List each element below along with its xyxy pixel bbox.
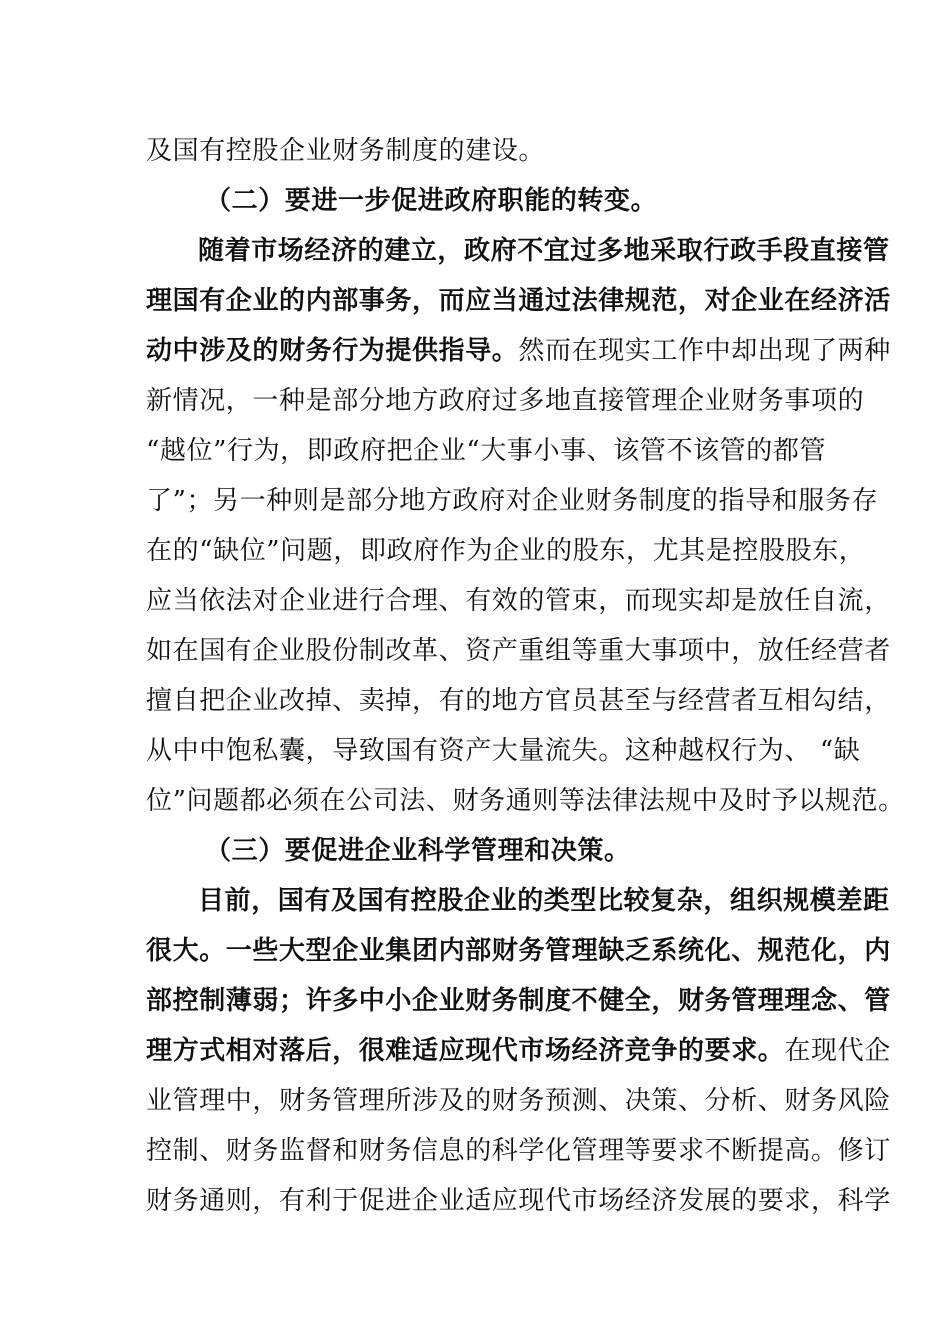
heading-text: （三）要促进企业科学管理和决策。 (205, 836, 631, 866)
text-line-18 (146, 981, 891, 1021)
text-line-21 (146, 1131, 891, 1171)
text-line-17 (146, 931, 891, 971)
text-line-20 (146, 1081, 891, 1121)
line-text-bold: 动中涉及的财务行为提供指导。 (146, 336, 519, 366)
line-text: 随着市场经济的建立，政府不宜过多地采取行政手段直接管 (198, 236, 890, 266)
text-line-1 (146, 131, 545, 171)
line-text: 控制、财务监督和财务信息的科学化管理等要求不断提高。修订 (146, 1136, 891, 1166)
text-line-10 (146, 581, 891, 621)
text-line-16 (198, 881, 890, 921)
line-text: 应当依法对企业进行合理、有效的管束，而现实却是放任自流， (146, 586, 891, 616)
text-line-8 (146, 481, 878, 521)
line-text: 在的“缺位”问题，即政府作为企业的股东，尤其是控股股东， (146, 536, 866, 566)
line-text: 位”问题都必须在公司法、财务通则等法律法规中及时予以规范。 (146, 786, 905, 816)
line-text: 在现代企 (784, 1036, 891, 1066)
text-line-12 (146, 681, 891, 721)
text-line-7 (146, 431, 826, 471)
heading-text: （二）要进一步促进政府职能的转变。 (205, 186, 658, 216)
text-line-5 (146, 331, 891, 371)
text-line-3 (198, 231, 890, 271)
text-line-9 (146, 531, 865, 571)
line-text: 部控制薄弱；许多中小企业财务制度不健全，财务管理理念、管 (146, 986, 891, 1016)
text-line-13 (146, 731, 860, 771)
line-text: 业管理中，财务管理所涉及的财务预测、决策、分析、财务风险 (146, 1086, 891, 1116)
line-text: 从中中饱私囊，导致国有资产大量流失。这种越权行为、 “缺 (146, 736, 861, 766)
line-text: 理国有企业的内部事务，而应当通过法律规范，对企业在经济活 (146, 286, 891, 316)
line-text: 了”；另一种则是部分地方政府对企业财务制度的指导和服务存 (146, 486, 879, 516)
line-text: 财务通则，有利于促进企业适应现代市场经济发展的要求，科学 (146, 1186, 891, 1216)
line-text: 如在国有企业股份制改革、资产重组等重大事项中，放任经营者 (146, 636, 891, 666)
line-text: 很大。一些大型企业集团内部财务管理缺乏系统化、规范化，内 (146, 936, 891, 966)
section-heading-2 (205, 181, 657, 221)
text-line-22 (146, 1181, 891, 1221)
text-line-6 (146, 381, 864, 421)
line-text: 及国有控股企业财务制度的建设。 (146, 136, 546, 166)
line-text: “越位”行为，即政府把企业“大事小事、该管不该管的都管 (146, 436, 827, 466)
text-line-4 (146, 281, 891, 321)
text-line-19 (146, 1031, 891, 1071)
line-text: 然而在现实工作中却出现了两种 (518, 336, 891, 366)
line-text: 目前，国有及国有控股企业的类型比较复杂，组织规模差距 (198, 886, 890, 916)
line-text-bold: 理方式相对落后，很难适应现代市场经济竞争的要求。 (146, 1036, 785, 1066)
line-text: 擅自把企业改掉、卖掉，有的地方官员甚至与经营者互相勾结， (146, 686, 891, 716)
text-line-14 (146, 781, 905, 821)
line-text: 新情况，一种是部分地方政府过多地直接管理企业财务事项的 (146, 386, 865, 416)
text-line-11 (146, 631, 891, 671)
section-heading-3 (205, 831, 631, 871)
